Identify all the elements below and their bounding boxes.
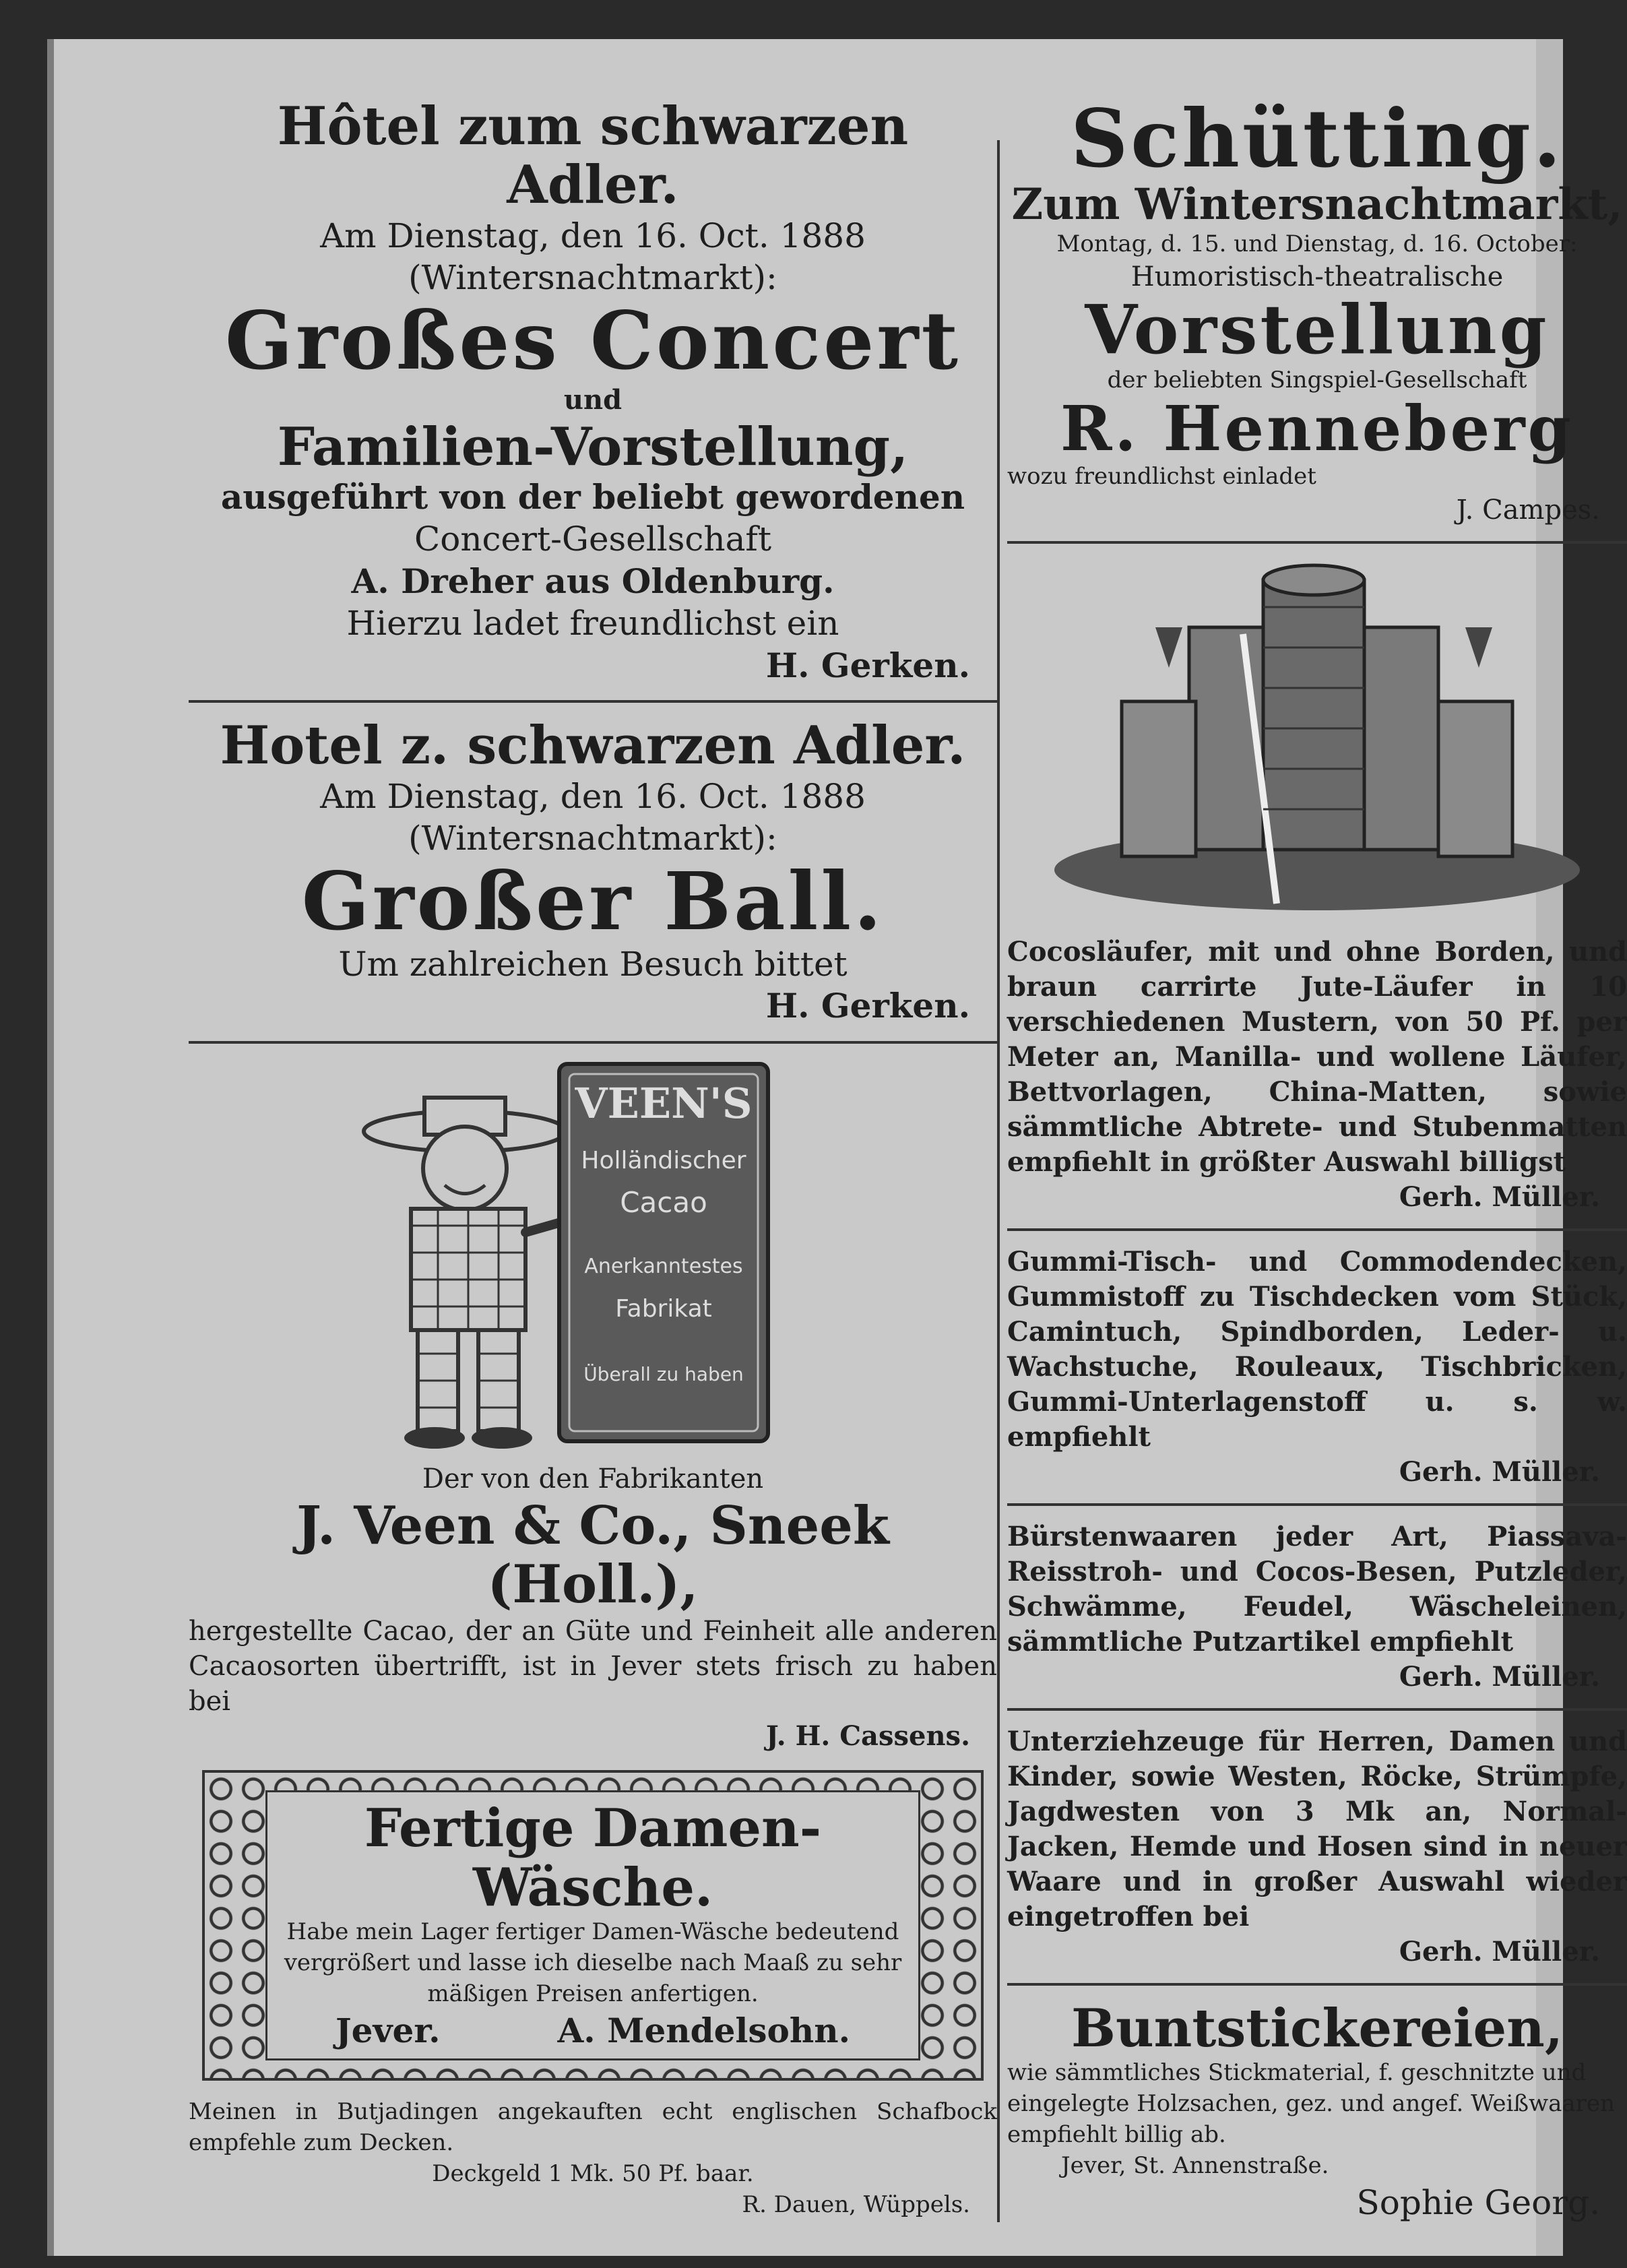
ad-event: (Wintersnachtmarkt): xyxy=(408,819,777,858)
ad-troupe: R. Henneberg xyxy=(1060,392,1574,466)
ad-concert xyxy=(189,93,997,691)
ad-damen-waesche xyxy=(202,1770,984,2081)
box-line: VEEN'S xyxy=(575,1078,753,1128)
ad-date: Am Dienstag, den 16. Oct. 1888 xyxy=(320,216,866,255)
separator xyxy=(1007,541,1627,544)
cacao-box xyxy=(559,1064,768,1441)
cacao-illustration xyxy=(337,1057,849,1461)
separator xyxy=(1007,1708,1627,1711)
ad-text: Habe mein Lager fertiger Damen-Wäsche bedeutend vergrößert und lasse ich dieselbe nach Maaß zu sehr mäßigen Preisen anfertigen. xyxy=(284,1918,902,2007)
ad-cacao xyxy=(189,1053,997,1759)
separator xyxy=(1007,1983,1627,1986)
boy-figure-icon xyxy=(364,1098,573,1449)
ad-headline: Großer Ball. xyxy=(301,854,885,948)
ad-title: Buntstickereien, xyxy=(1071,1997,1563,2059)
ad-signature: Gerh. Müller. xyxy=(1399,1935,1600,1967)
ad-headline: Großes Concert xyxy=(225,293,961,387)
box-line: Cacao xyxy=(620,1185,707,1219)
separator xyxy=(1007,1503,1627,1506)
ad-maker: J. Veen & Co., Sneek (Holl.), xyxy=(296,1494,889,1616)
ad-signature: Gerh. Müller. xyxy=(1399,1180,1600,1213)
ad-invite: wozu freundlichst einladet xyxy=(1007,462,1316,490)
ad-text: Gummi-Tisch- und Commodendecken, Gummistoff zu Tischdecken vom Stück, Camintuch, Spindborden, Leder- u. Wachstuche, Rouleaux, Tischbricken, Gummi-Unterlagenstoff u. s. w. empfiehlt xyxy=(1007,1245,1627,1453)
ad-line: Um zahlreichen Besuch bittet xyxy=(338,944,848,984)
right-column xyxy=(1007,93,1627,2228)
ad-seller: J. H. Cassens. xyxy=(765,1720,970,1753)
ad-cocoslaeufer xyxy=(1007,931,1627,1219)
ad-signature: Sophie Georg. xyxy=(1356,2182,1600,2222)
ad-unterzeuge xyxy=(1007,1720,1627,1974)
ad-title: Hôtel zum schwarzen Adler. xyxy=(277,96,909,216)
ad-text: Cocosläufer, mit und ohne Borden, und braun carrirte Jute-Läufer in 10 verschiedenen Mustern, von 50 Pf. per Meter an, Manilla- und wollene Läufer, Bettvorlagen, China-Matten, sowie sämmtliche Abtrete- und Stubenmatten empfiehlt in größter Auswahl billigst xyxy=(1007,935,1627,1178)
ad-kind: Humoristisch-theatralische xyxy=(1130,261,1504,293)
ad-ball xyxy=(189,712,997,1031)
ad-event: (Wintersnachtmarkt): xyxy=(408,258,777,298)
ad-place: Jever. xyxy=(336,2010,441,2050)
ad-date: Am Dienstag, den 16. Oct. 1888 xyxy=(320,776,866,816)
carpet-rolls-illustration xyxy=(1041,553,1593,931)
ad-footer xyxy=(277,2010,909,2052)
ad-text: Meinen in Butjadingen angekauften echt englischen Schafbock empfehle zum Decken. xyxy=(189,2098,997,2157)
ad-text: wie sämmtliches Stickmaterial, f. geschnitzte und eingelegte Holzsachen, gez. und angef. Weißwaaren empfiehlt billig ab. xyxy=(1007,2059,1615,2148)
ad-intro: Der von den Fabrikanten xyxy=(422,1463,764,1494)
ad-dates: Montag, d. 15. und Dienstag, d. 16. October: xyxy=(1056,230,1578,257)
separator xyxy=(189,700,997,703)
ad-signature: J. Campes. xyxy=(1456,494,1600,526)
ad-signature: Gerh. Müller. xyxy=(1399,1455,1600,1488)
ad-title: Fertige Damen-Wäsche. xyxy=(364,1798,822,1918)
box-line: Fabrikat xyxy=(615,1294,712,1323)
ad-by: der beliebten Singspiel-Gesellschaft xyxy=(1107,367,1527,394)
ad-buersten xyxy=(1007,1515,1627,1699)
ad-text: hergestellte Cacao, der an Güte und Feinheit alle anderen Cacaosorten übertrifft, ist in Jever stets frisch zu haben bei xyxy=(189,1616,997,1718)
ad-signature: A. Mendelsohn. xyxy=(557,2010,850,2050)
box-line: Holländischer xyxy=(581,1146,746,1174)
ad-signature: H. Gerken. xyxy=(765,645,970,685)
separator xyxy=(1007,1228,1627,1231)
ad-text: Bürstenwaaren jeder Art, Piassava-Reisstroh- und Cocos-Besen, Putzleder, Schwämme, Feudel, Wäscheleinen, sämmtliche Putzartikel empfiehlt xyxy=(1007,1520,1627,1658)
left-column xyxy=(189,93,997,2225)
column-divider xyxy=(997,140,1000,2222)
ad-line: ausgeführt von der beliebt gewordenen xyxy=(220,476,965,517)
separator xyxy=(189,1041,997,1044)
ad-schafbock xyxy=(189,2093,997,2225)
ad-headline-2: Familien-Vorstellung, xyxy=(277,416,909,478)
ad-subtitle: Zum Wintersnachtmarkt, xyxy=(1011,179,1623,230)
ad-signature: R. Dauen, Wüppels. xyxy=(742,2191,970,2218)
ad-address: Jever, St. Annenstraße. xyxy=(1061,2151,1329,2179)
newspaper-page xyxy=(47,39,1627,2256)
ad-title: Schütting. xyxy=(1071,92,1564,185)
ad-line: A. Dreher aus Oldenburg. xyxy=(351,561,835,601)
box-line: Anerkanntestes xyxy=(584,1254,743,1278)
ad-title: Hotel z. schwarzen Adler. xyxy=(220,715,966,777)
ad-signature: Gerh. Müller. xyxy=(1399,1660,1600,1693)
ad-und: und xyxy=(563,383,623,416)
ad-gummi xyxy=(1007,1240,1627,1494)
ad-signature: H. Gerken. xyxy=(765,986,970,1026)
ad-line: Hierzu ladet freundlichst ein xyxy=(346,604,839,643)
ad-text: Unterziehzeuge für Herren, Damen und Kinder, sowie Westen, Röcke, Strümpfe, Jagdwesten von 3 Mk an, Normal-Jacken, Hemde und Hosen sind in neuer Waare und in großer Auswahl wieder eingetroffen bei xyxy=(1007,1725,1627,1932)
ad-line: Concert-Gesellschaft xyxy=(414,519,772,559)
ad-buntstickereien xyxy=(1007,1995,1627,2228)
ad-fee: Deckgeld 1 Mk. 50 Pf. baar. xyxy=(432,2160,754,2188)
ad-schuetting xyxy=(1007,93,1627,532)
ad-headline: Vorstellung xyxy=(1085,290,1550,370)
box-line: Überall zu haben xyxy=(583,1362,744,1385)
